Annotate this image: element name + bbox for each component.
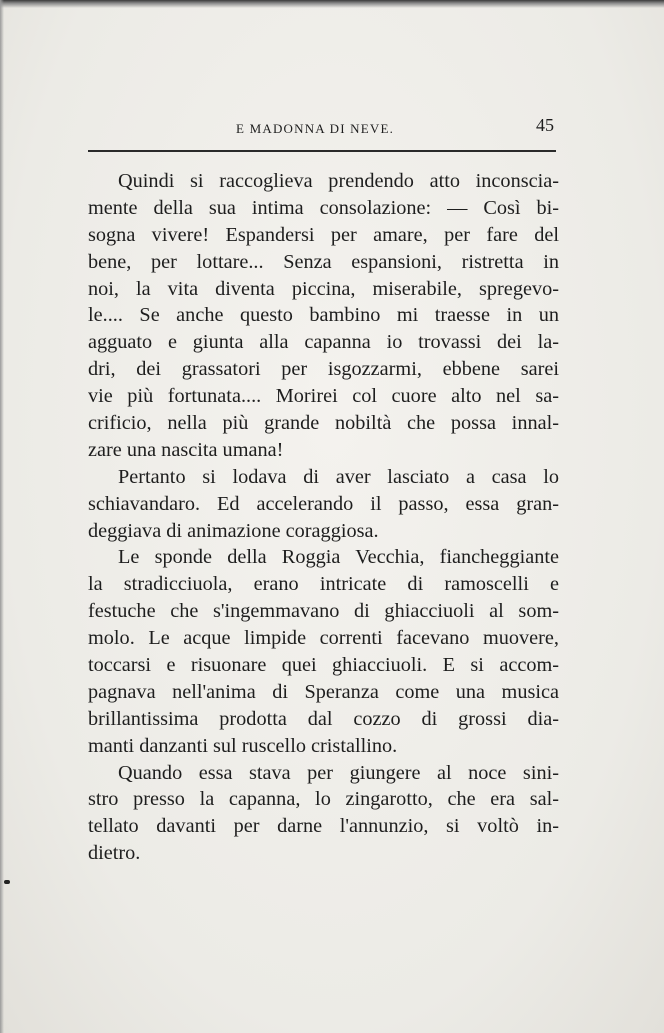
text-line: mente della sua intima consolazione: — Così bi- (88, 196, 559, 219)
text-line: stro presso la capanna, lo zingarotto, che era sal- (88, 788, 559, 811)
header-rule (88, 150, 556, 152)
text-line: brillantissima prodotta dal cozzo di grossi dia- (88, 707, 559, 730)
text-line: zare una nascita umana! (88, 438, 284, 461)
text-line: toccarsi e risuonare quei ghiacciuoli. E si accom- (88, 654, 559, 677)
text-line: noi, la vita diventa piccina, miserabile, spregevo- (88, 277, 559, 300)
text-line: dri, dei grassatori per isgozzarmi, ebbene sarei (88, 358, 559, 381)
margin-ink-mark (4, 880, 10, 884)
text-line: vie più fortunata.... Morirei col cuore alto nel sa- (88, 385, 559, 408)
text-line: le.... Se anche questo bambino mi traesse in un (88, 304, 559, 327)
body-text (88, 168, 559, 867)
text-line: pagnava nell'anima di Speranza come una musica (88, 680, 559, 703)
running-head: E MADONNA DI NEVE. (236, 121, 395, 136)
text-line: la stradicciuola, erano intricate di ramoscelli e (88, 573, 559, 596)
text-line: Pertanto si lodava di aver lasciato a casa lo (118, 465, 559, 488)
text-line: festuche che s'ingemmavano di ghiacciuoli al som- (88, 600, 559, 623)
text-line: tellato davanti per darne l'annunzio, si voltò in- (88, 815, 559, 838)
text-line: Quindi si raccoglieva prendendo atto inconscia- (118, 170, 559, 192)
page-header (88, 112, 556, 142)
text-line: schiavandaro. Ed accelerando il passo, essa gran- (88, 492, 559, 515)
text-line: sogna vivere! Espandersi per amare, per fare del (88, 223, 559, 246)
page-top-edge (0, 0, 664, 8)
text-line: crificio, nella più grande nobiltà che possa innal- (88, 412, 559, 435)
page-number: 45 (536, 115, 554, 135)
text-line: dietro. (88, 842, 141, 865)
text-line: molo. Le acque limpide correnti facevano muovere, (88, 627, 559, 650)
text-line: Le sponde della Roggia Vecchia, fiancheggiante (118, 546, 559, 569)
text-line: bene, per lottare... Senza espansioni, ristretta in (88, 250, 559, 273)
text-line: agguato e giunta alla capanna io trovassi dei la- (88, 331, 559, 354)
text-line: deggiava di animazione coraggiosa. (88, 519, 379, 542)
page-left-edge (0, 0, 4, 1033)
text-line: Quando essa stava per giungere al noce sini- (118, 761, 559, 784)
text-line: manti danzanti sul ruscello cristallino. (88, 734, 398, 757)
